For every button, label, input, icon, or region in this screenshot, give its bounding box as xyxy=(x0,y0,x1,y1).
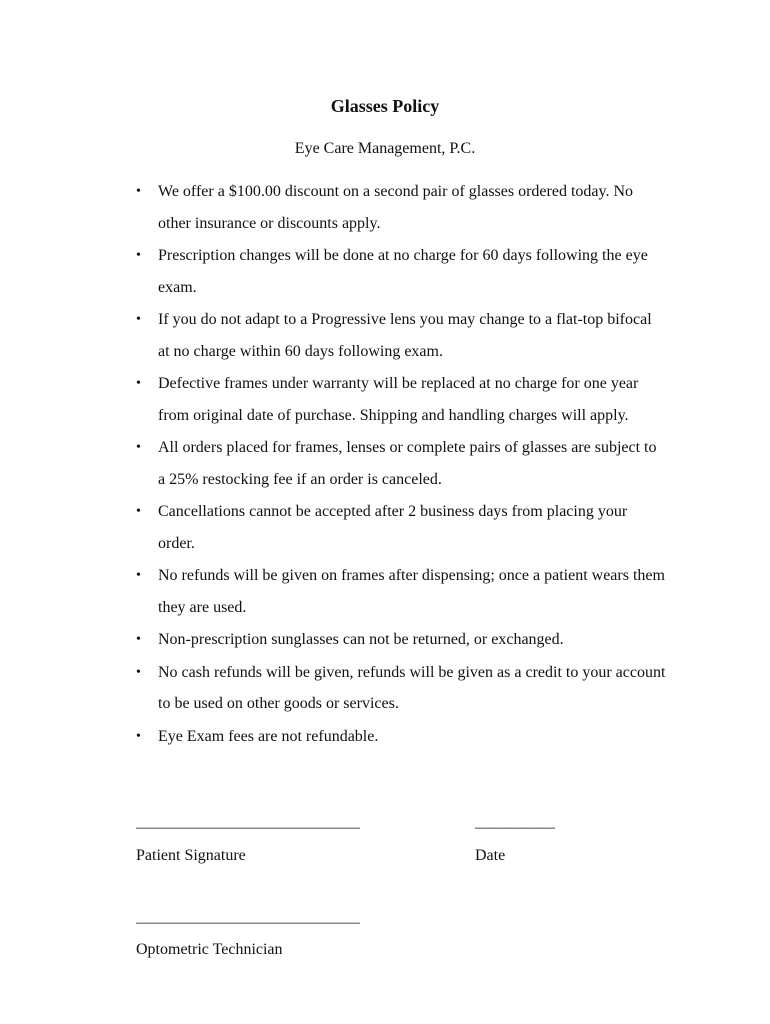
policy-item xyxy=(136,657,666,720)
date-label: Date xyxy=(475,847,506,864)
bullet-icon: • xyxy=(136,376,141,391)
policy-item xyxy=(136,432,666,495)
bullet-icon: • xyxy=(136,312,141,327)
policy-item xyxy=(136,304,666,367)
policy-item-text: No cash refunds will be given, refunds will be given as a credit to your account to be used on other goods or services. xyxy=(158,663,666,712)
bullet-icon: • xyxy=(136,440,141,455)
patient-signature-label: Patient Signature xyxy=(136,847,246,864)
policy-item-text: Eye Exam fees are not refundable. xyxy=(158,727,379,745)
technician-signature-label: Optometric Technician xyxy=(136,941,283,958)
policy-item-text: We offer a $100.00 discount on a second pair of glasses ordered today. No other insurance or discounts apply. xyxy=(158,183,634,232)
policy-item-text: Cancellations cannot be accepted after 2 business days from placing your order. xyxy=(158,503,628,552)
policy-item-text: Defective frames under warranty will be replaced at no charge for one year from original date of purchase. Shipping and handling charges will apply. xyxy=(158,375,639,424)
document-title: Glasses Policy xyxy=(330,96,440,116)
policy-item-text: All orders placed for frames, lenses or complete pairs of glasses are subject to a 25% restocking fee if an order is canceled. xyxy=(158,439,657,488)
policy-item xyxy=(136,560,666,623)
policy-item xyxy=(136,176,666,239)
bullet-icon: • xyxy=(136,248,141,263)
bullet-icon: • xyxy=(136,664,141,680)
bullet-icon: • xyxy=(136,632,141,647)
bullet-icon: • xyxy=(136,184,141,199)
policy-item-text: No refunds will be given on frames after dispensing; once a patient wears them they are used. xyxy=(158,567,665,616)
date-line: ————— xyxy=(475,819,555,836)
bullet-icon: • xyxy=(136,568,141,583)
policy-item-text: Non-prescription sunglasses can not be returned, or exchanged. xyxy=(158,631,564,648)
policy-item-text: Prescription changes will be done at no charge for 60 days following the eye exam. xyxy=(158,247,648,296)
policy-item xyxy=(136,496,666,559)
policy-item xyxy=(136,721,666,753)
policy-item-text: If you do not adapt to a Progressive lens you may change to a flat-top bifocal at no charge within 60 days following exam. xyxy=(158,311,652,360)
policy-list xyxy=(136,176,666,753)
document-subtitle: Eye Care Management, P.C. xyxy=(294,140,476,157)
bullet-icon: • xyxy=(136,728,141,744)
policy-item xyxy=(136,368,666,431)
policy-item xyxy=(136,240,666,303)
policy-item xyxy=(136,624,666,656)
patient-signature-line: —————————————— xyxy=(136,819,360,836)
technician-signature-line: —————————————— xyxy=(136,914,360,931)
bullet-icon: • xyxy=(136,504,141,519)
